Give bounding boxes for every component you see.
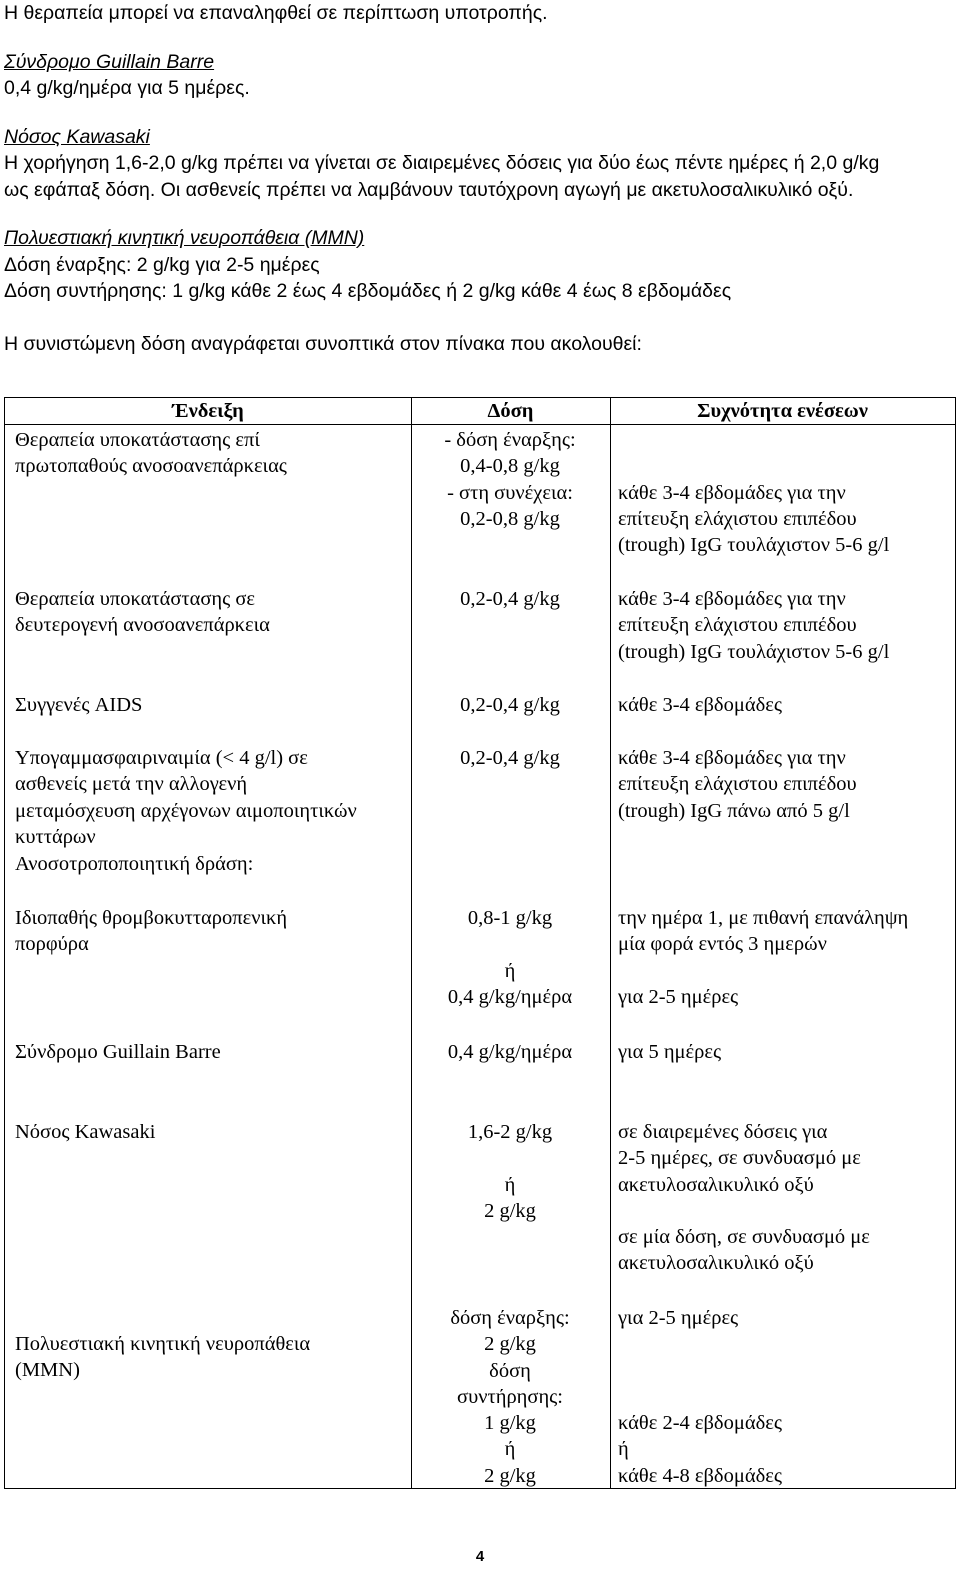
row-indication: Υπογαμμασφαιριναιμία (< 4 g/l) σε ασθενείς μετά την αλλογενή μεταμόσχευση αρχέγονων αιμοποιητικών κυττάρων	[15, 747, 357, 848]
row-indication: Πολυεστιακή κινητική νευροπάθεια (MMN)	[15, 1333, 311, 1382]
row-dose: 0,2-0,4 g/kg	[460, 694, 560, 716]
kawasaki-heading: Νόσος Kawasaki	[4, 125, 150, 148]
header-divider	[5, 424, 955, 425]
row-dose: 0,8-1 g/kg ή 0,4 g/kg/ημέρα	[447, 907, 573, 1008]
row-indication: Ιδιοπαθής θρομβοκυτταροπενική πορφύρα	[15, 907, 288, 956]
row-frequency: κάθε 3-4 εβδομάδες για την επίτευξη ελάχιστου επιπέδου (trough) IgG πάνω από 5 g/l	[618, 747, 857, 822]
row-dose: 1,6-2 g/kg ή 2 g/kg	[467, 1121, 553, 1222]
row-dose: δόση έναρξης: 2 g/kg δόση συντήρησης: 1 g/kg ή 2 g/kg	[450, 1307, 570, 1487]
header-dose: Δόση	[487, 400, 534, 422]
row-frequency: κάθε 3-4 εβδομάδες για την επίτευξη ελάχιστου επιπέδου (trough) IgG τουλάχιστον 5-6 g/l	[618, 588, 890, 663]
row-indication: Συγγενές AIDS	[15, 694, 143, 716]
dosage-table	[4, 397, 956, 1489]
gbs-dose: 0,4 g/kg/ημέρα για 5 ημέρες.	[4, 77, 250, 99]
row-frequency: την ημέρα 1, με πιθανή επανάληψη μία φορά εντός 3 ημερών για 2-5 ημέρες	[618, 907, 909, 1008]
mmn-line-1: Δόση έναρξης: 2 g/kg για 2-5 ημέρες	[4, 253, 320, 276]
mmn-heading: Πολυεστιακή κινητική νευροπάθεια (MMN)	[4, 227, 365, 249]
row-frequency: για 2-5 ημέρες κάθε 2-4 εβδομάδες ή κάθε 4-8 εβδομάδες	[618, 1307, 782, 1487]
row-frequency: κάθε 3-4 εβδομάδες για την επίτευξη ελάχιστου επιπέδου (trough) IgG τουλάχιστον 5-6 g/l	[618, 481, 890, 557]
row-frequency: σε διαιρεμένες δόσεις για 2-5 ημέρες, σε συνδυασμό με ακετυλοσαλικυλικό οξύ σε μία δόση, σε συνδυασμό με ακετυλοσαλικυλικό οξύ	[618, 1121, 870, 1275]
row-indication: Νόσος Kawasaki	[15, 1121, 156, 1143]
retreatment-note: Η θεραπεία μπορεί να επαναληφθεί σε περίπτωση υποτροπής.	[4, 2, 548, 24]
row-dose: 0,4 g/kg/ημέρα	[447, 1041, 573, 1063]
row-dose: - δόση έναρξης: 0,4-0,8 g/kg - στη συνέχεια: 0,2-0,8 g/kg	[444, 429, 576, 530]
mmn-line-2: Δόση συντήρησης: 1 g/kg κάθε 2 έως 4 εβδομάδες ή 2 g/kg κάθε 4 έως 8 εβδομάδες	[4, 280, 732, 302]
header-indication: Ένδειξη	[172, 400, 244, 422]
kawasaki-line-2: ως εφάπαξ δόση. Οι ασθενείς πρέπει να λαμβάνουν ταυτόχρονη αγωγή με ακετυλοσαλικυλικό οξύ.	[4, 178, 854, 201]
row-dose: 0,2-0,4 g/kg	[460, 747, 560, 769]
row-frequency: για 5 ημέρες	[618, 1041, 722, 1063]
gbs-heading: Σύνδρομο Guillain Barre	[4, 50, 215, 73]
row-frequency: κάθε 3-4 εβδομάδες	[618, 694, 782, 716]
page-number: 4	[475, 1548, 485, 1565]
intro-text	[4, 0, 956, 357]
header-frequency: Συχνότητα ενέσεων	[697, 400, 868, 422]
row-dose: 0,2-0,4 g/kg	[460, 588, 560, 610]
row-indication: Ανοσοτροποποιητική δράση:	[15, 853, 254, 875]
row-indication: Σύνδρομο Guillain Barre	[15, 1041, 221, 1063]
table-intro: Η συνιστώμενη δόση αναγράφεται συνοπτικά στον πίνακα που ακολουθεί:	[4, 332, 642, 355]
column-divider	[610, 398, 611, 1488]
kawasaki-line-1: Η χορήγηση 1,6-2,0 g/kg πρέπει να γίνεται σε διαιρεμένες δόσεις για δύο έως πέντε ημέρες ή 2,0 g/kg	[4, 152, 880, 174]
row-indication: Θεραπεία υποκατάστασης σε δευτερογενή ανοσοανεπάρκεια	[15, 588, 270, 637]
row-indication: Θεραπεία υποκατάστασης επί πρωτοπαθούς ανοσοανεπάρκειας	[15, 429, 287, 478]
